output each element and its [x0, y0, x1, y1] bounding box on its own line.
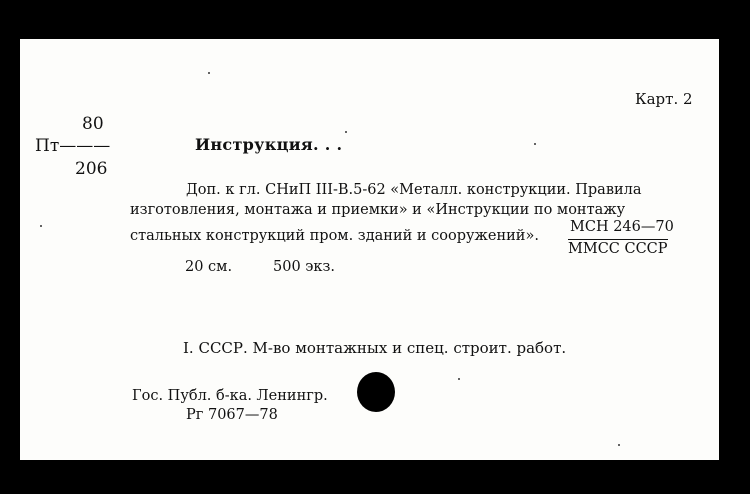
speck — [345, 131, 347, 133]
library-name: Гос. Публ. б-ка. Ленингр. — [132, 388, 328, 404]
speck — [458, 378, 460, 380]
description-line-1: Доп. к гл. СНиП III-В.5-62 «Металл. конструкции. Правила — [186, 182, 642, 198]
shelf-mark-bottom: 206 — [75, 159, 108, 179]
order-reference: Рг 7067—78 — [186, 407, 278, 423]
shelf-mark-top: 80 — [82, 114, 104, 134]
ink-stamp-blot — [357, 372, 395, 412]
fraction-numerator: МСН 246—70 — [570, 219, 674, 235]
speck — [208, 72, 210, 74]
description-line-3: стальных конструкций пром. зданий и сооружений». — [130, 228, 539, 244]
subject-heading: I. СССР. М-во монтажных и спец. строит. работ. — [183, 339, 567, 357]
card-title: Инструкция. . . — [195, 135, 343, 154]
speck — [618, 444, 620, 446]
fraction-denominator: ММСС СССР — [568, 241, 668, 257]
catalog-card — [20, 39, 719, 460]
card-number: Карт. 2 — [635, 90, 693, 108]
description-line-2: изготовления, монтажа и приемки» и «Инструкции по монтажу — [130, 202, 626, 218]
speck — [40, 225, 42, 227]
size-field: 20 см. — [185, 259, 233, 275]
shelf-mark-prefix: Пт——— — [35, 136, 111, 156]
copies-field: 500 экз. — [273, 259, 335, 275]
speck — [534, 143, 536, 145]
